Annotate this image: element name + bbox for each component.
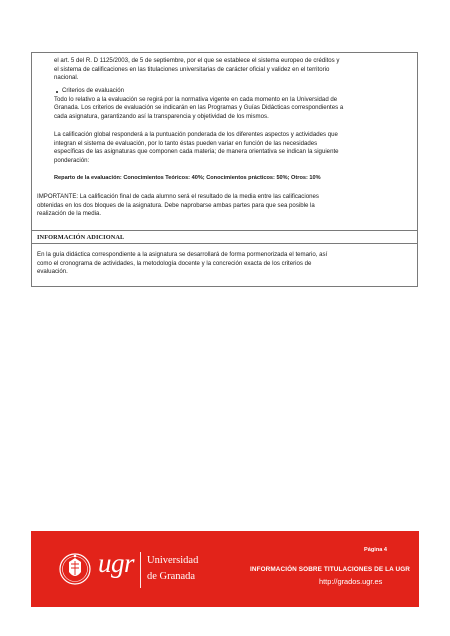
criteria-line-2: Granada. Los criterios de evaluación se indicarán en las Programas y Guías Didácticas correspondientes a [54, 104, 344, 111]
additional-info-section [32, 244, 417, 286]
ugr-logo-text: ugr [98, 548, 135, 578]
intro-line-1: el art. 5 del R. D 1125/2003, de 5 de septiembre, por el que se establece el sistema europeo de créditos y [54, 57, 340, 64]
grade-line-3: específicas de las asignaturas que componen cada materia; de manera orientativa se indican la siguiente [54, 148, 339, 155]
additional-line-3: evaluación. [37, 268, 68, 275]
criteria-line-3: cada asignatura, garantizando así la transparencia y objetividad de los mismos. [54, 112, 269, 120]
important-line-1: IMPORTANTE: La calificación final de cada alumno será el resultado de la media entre las calificaciones [37, 193, 319, 200]
page-number: Página 4 [364, 547, 388, 553]
criteria-title: Criterios de evaluación [62, 87, 124, 94]
grade-line-1: La calificación global responderá a la puntuación ponderada de los diferentes aspectos y actividades que [54, 131, 338, 138]
logo-divider [140, 552, 141, 588]
intro-line-2: el sistema de calificaciones en las titulaciones universitarias de carácter oficial y validez en el territorio [54, 65, 330, 73]
additional-info-heading: INFORMACIÓN ADICIONAL [37, 233, 125, 241]
university-name-line-2: de Granada [147, 571, 196, 582]
additional-line-1: En la guía didáctica correspondiente a la asignatura se desarrollará de forma pormenorizada el temario, así [37, 251, 328, 258]
page-footer [31, 531, 419, 607]
grade-line-4: ponderación: [54, 156, 90, 164]
university-seal-icon [59, 550, 91, 588]
additional-line-2: como el cronograma de actividades, la metodología docente y la concreción exacta de los criterios de [37, 259, 312, 267]
evaluation-section [32, 53, 417, 229]
bullet-icon [56, 91, 58, 93]
important-line-2: obtenidas en los dos bloques de la asignatura. Debe naprobarse ambas partes para que sea posible la [37, 201, 315, 209]
university-name-line-1: Universidad [147, 555, 199, 566]
weighting-line: Reparto de la evaluación: Conocimientos Teóricos: 40%; Conocimientos prácticos: 50%; Otros: 10% [54, 175, 321, 181]
evaluation-table [31, 52, 418, 287]
footer-url-link[interactable]: http://grados.ugr.es [319, 577, 383, 586]
grade-line-2: integran el sistema de evaluación, por lo tanto éstas pueden variar en función de las necesidades [54, 139, 318, 147]
important-line-3: realización de la media. [37, 210, 102, 217]
additional-info-header-row [32, 230, 417, 244]
intro-line-3: nacional. [54, 74, 79, 81]
criteria-line-1: Todo lo relativo a la evaluación se regirá por la normativa vigente en cada momento en la Universidad de [54, 95, 338, 103]
footer-info-title: INFORMACIÓN SOBRE TITULACIONES DE LA UGR [250, 566, 410, 573]
